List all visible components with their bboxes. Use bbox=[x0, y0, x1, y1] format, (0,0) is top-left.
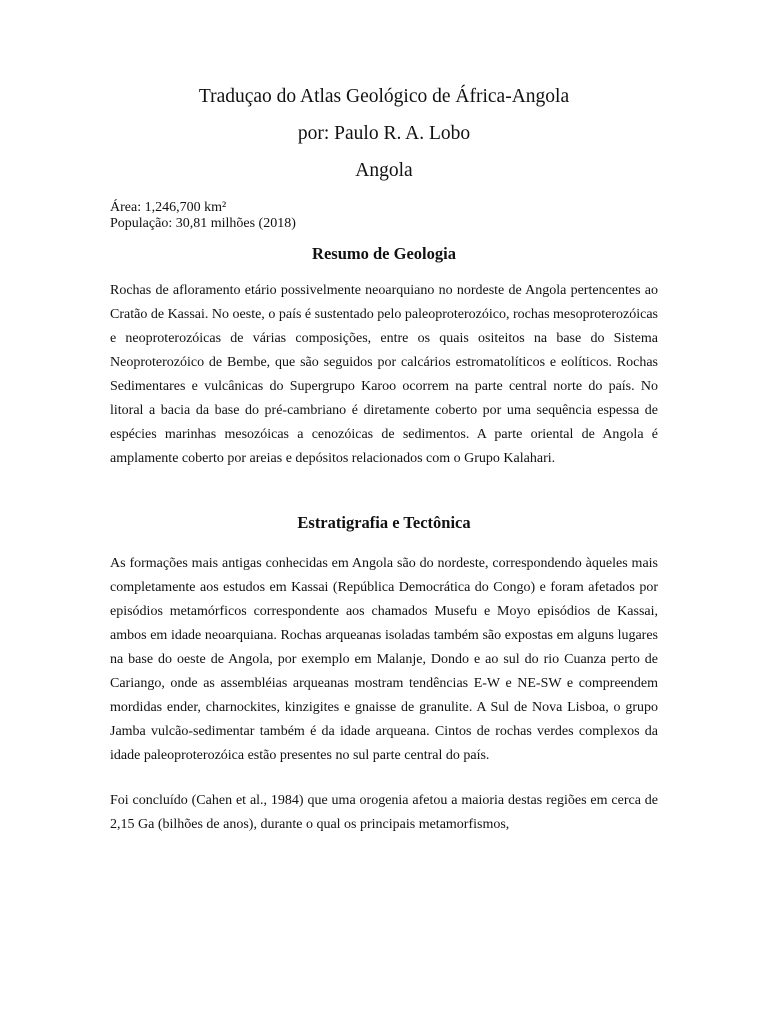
country-facts bbox=[110, 200, 658, 232]
section-heading-resumo: Resumo de Geologia bbox=[312, 244, 456, 263]
area-text: Área: 1,246,700 km² bbox=[110, 200, 227, 215]
population-text: População: 30,81 milhões (2018) bbox=[110, 216, 296, 231]
document-author: por: Paulo R. A. Lobo bbox=[297, 123, 471, 144]
document-title: Traduçao do Atlas Geológico de África-Angola bbox=[198, 86, 570, 107]
section-heading-estratigrafia: Estratigrafia e Tectônica bbox=[297, 513, 471, 532]
paragraph-estratigrafia-2: Foi concluído (Cahen et al., 1984) que uma orogenia afetou a maioria destas regiões em cerca de 2,15 Ga (bilhões de anos), durante o qual os principais metamorfismos, bbox=[110, 793, 658, 832]
document-country: Angola bbox=[355, 160, 413, 181]
paragraph-resumo: Rochas de afloramento etário possivelmente neoarquiano no nordeste de Angola pertencentes ao Cratão de Kassai. No oeste, o país é sustentado pelo paleoproterozóico, rochas mesoproterozóicas e neoproterozóicas de várias composições, entre os quais ositeitos na base do Sistema Neoproterozóico de Bembe, que são seguidos por calcários estromatolíticos e eolíticos. Rochas Sedimentares e vulcânicas do Supergrupo Karoo ocorrem na parte central norte do país. No litoral a bacia da base do pré-cambriano é diretamente coberto por uma sequência espessa de espécies marinhas mesozóicas a cenozóicas de sedimentos. A parte oriental de Angola é amplamente coberto por areias e depósitos relacionados com o Grupo Kalahari. bbox=[110, 283, 658, 466]
paragraph-estratigrafia-1: As formações mais antigas conhecidas em Angola são do nordeste, correspondendo àqueles mais completamente aos estudos em Kassai (República Democrática do Congo) e foram afetados por episódios metamórficos correspondente aos chamados Musefu e Moyo episódios de Kassai, ambos em idade neoarquiana. Rochas arqueanas isoladas também são expostas em alguns lugares na base do oeste de Angola, por exemplo em Malanje, Dondo e ao sul do rio Cuanza perto de Cariango, onde as assembléias arqueanas mostram tendências E-W e NE-SW e compreendem mordidas ender, charnockites, kinzigites e gnaisse de granulite. A Sul de Nova Lisboa, o grupo Jamba vulcão-sedimentar também é da idade arqueana. Cintos de rochas verdes complexos da idade paleoproterozóica estão presentes no sul parte central do país. bbox=[110, 556, 658, 763]
